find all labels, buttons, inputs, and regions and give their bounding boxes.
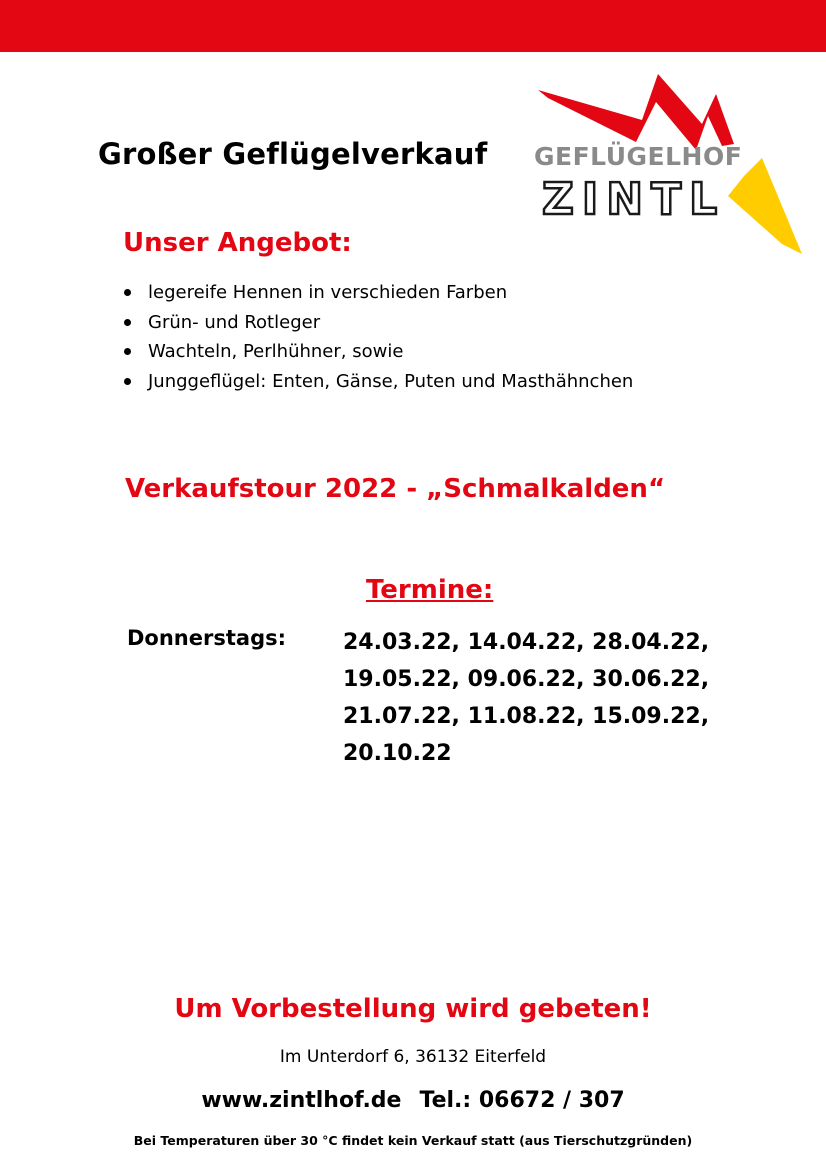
schedule-heading: Termine: bbox=[366, 575, 494, 605]
temperature-note: Bei Temperaturen über 30 °C findet kein Verkauf statt (aus Tierschutzgründen) bbox=[133, 1133, 693, 1148]
offer-title: Unser Angebot: bbox=[123, 228, 352, 258]
date-line: 19.05.22, 09.06.22, 30.06.22, bbox=[343, 667, 710, 692]
website-link[interactable]: www.zintlhof.de bbox=[201, 1088, 402, 1113]
date-line: 20.10.22 bbox=[343, 741, 452, 766]
date-line: 21.07.22, 11.08.22, 15.09.22, bbox=[343, 704, 710, 729]
list-item bbox=[122, 369, 633, 399]
bullet-icon bbox=[124, 348, 131, 355]
order-note: Um Vorbestellung wird gebeten! bbox=[174, 994, 652, 1024]
schedule-dates bbox=[343, 624, 763, 772]
phone-number: Tel.: 06672 / 307 bbox=[419, 1088, 625, 1113]
list-item bbox=[122, 339, 633, 369]
date-line: 24.03.22, 14.04.22, 28.04.22, bbox=[343, 630, 710, 655]
logo-yellow-beak bbox=[728, 158, 802, 254]
logo-text-zintl: ZINTL bbox=[542, 174, 726, 225]
zintl-logo bbox=[530, 72, 810, 262]
bullet-icon bbox=[124, 289, 131, 296]
address: Im Unterdorf 6, 36132 Eiterfeld bbox=[279, 1047, 547, 1067]
logo-red-lightning bbox=[538, 74, 734, 150]
list-item-text: Grün- und Rotleger bbox=[148, 311, 321, 333]
page-headline: Großer Geflügelverkauf bbox=[98, 137, 488, 171]
schedule-day-label: Donnerstags: bbox=[127, 626, 286, 650]
list-item-text: legereife Hennen in verschieden Farben bbox=[148, 282, 508, 303]
tour-title: Verkaufstour 2022 - „Schmalkalden“ bbox=[124, 474, 666, 504]
top-red-bar bbox=[0, 0, 826, 52]
bullet-icon bbox=[124, 378, 131, 385]
bullet-icon bbox=[124, 319, 131, 326]
list-item bbox=[122, 310, 633, 340]
list-item-text: Junggeflügel: Enten, Gänse, Puten und Masthähnchen bbox=[148, 370, 634, 392]
contact-line bbox=[0, 1088, 826, 1113]
logo-text-gefluegelhof: GEFLÜGELHOF bbox=[534, 142, 743, 171]
list-item-text: Wachteln, Perlhühner, sowie bbox=[148, 341, 404, 362]
offer-list bbox=[122, 280, 633, 398]
list-item bbox=[122, 280, 633, 310]
